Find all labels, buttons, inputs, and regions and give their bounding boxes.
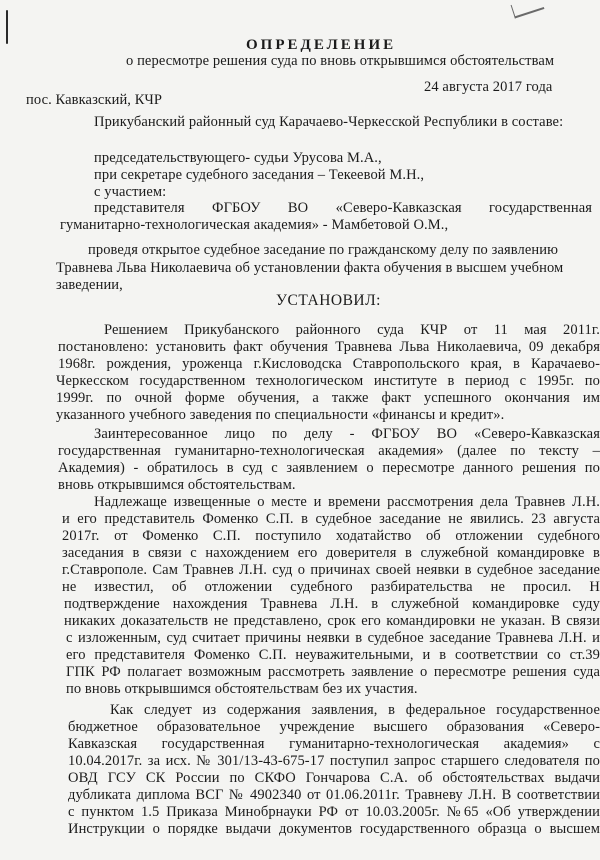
- hearing-line: Травнева Льва Николаевича об установлении факта обучения в высшем учебном: [56, 260, 564, 276]
- body-line: по вновь открывшимся обстоятельствам без их участия.: [66, 681, 418, 697]
- body-line: ОВД ГСУ СК России по СКФО Гончарова С.А. об обстоятельствах выдачи: [68, 770, 600, 786]
- body-line: с пунктом 1.5 Приказа Минобрнауки РФ от 10.03.2005г. №65 «Об утверждении: [68, 804, 600, 820]
- document-date: 24 августа 2017 года: [424, 79, 553, 95]
- body-line: 2017г. от Фоменко С.П. поступило ходатайство об отложении судебного: [62, 528, 600, 544]
- representative-line: представителя ФГБОУ ВО «Северо-Кавказская государственная: [94, 200, 592, 216]
- body-line: постановлено: установить факт обучения Травнева Льва Николаевича, 09 декабря: [58, 339, 600, 355]
- body-line: Кавказская государственная гуманитарно-технологическая академия» с: [68, 736, 600, 752]
- body-line: г.Ставрополе. Сам Травнев Л.Н. суд о причинах своей неявки в судебное заседание: [62, 562, 600, 578]
- body-line: заседания в связи с нахождением его доверителя в служебной командировке в: [62, 545, 600, 561]
- hearing-line: проведя открытое судебное заседание по гражданскому делу по заявлению: [88, 242, 559, 258]
- body-line: никаких доказательств не представлено, срок его командировки не указан. В связи: [64, 613, 600, 629]
- body-line: с изложенным, суд считает причины неявки в судебное заседание Травнева Л.Н. и: [66, 630, 600, 646]
- representative-line: гуманитарно-технологическая академия» - Мамбетовой О.М.,: [60, 217, 449, 233]
- pen-mark: [6, 10, 8, 44]
- document-place: пос. Кавказский, КЧР: [26, 92, 163, 108]
- document-title: ОПРЕДЕЛЕНИЕ: [246, 37, 397, 53]
- body-line: его представителя Фоменко С.П. неуважительными, и в соответствии со ст.39: [66, 647, 600, 663]
- body-line: Заинтересованное лицо по делу - ФГБОУ ВО «Северо-Кавказская: [94, 426, 600, 442]
- court-line: Прикубанский районный суд Карачаево-Черкесской Республики в составе:: [94, 114, 564, 130]
- body-line: 1999г. по очной форме обучения, а также факт успешного окончания им: [56, 390, 600, 406]
- body-line: Академия) - обратилось в суд с заявлением о пересмотре данного решения по: [58, 460, 600, 476]
- body-line: дубликата диплома ВСГ № 4902340 от 01.06.2011г. Травневу Л.Н. В соответствии: [68, 787, 600, 803]
- body-line: ГПК РФ полагает возможным рассмотреть заявление о пересмотре решения суда: [66, 664, 600, 680]
- hearing-line: заведении,: [56, 277, 123, 293]
- body-line: государственная гуманитарно-технологическая академия» (далее по тексту –: [58, 443, 600, 459]
- body-line: подтверждение нахождения Травнева Л.Н. в служебной командировке суду: [64, 596, 600, 612]
- scan-edge-mark: [511, 0, 545, 18]
- body-line: не известил, об отложении судебного разбирательства не просил. Н: [62, 579, 600, 595]
- composition-line: председательствующего- судьи Урусова М.А.,: [94, 150, 382, 166]
- body-line: бюджетное образовательное учреждение высшего образования «Северо-: [68, 719, 600, 735]
- body-line: 10.04.2017г. за исх. № 301/13-43-675-17 поступил запрос старшего следователя по: [68, 753, 600, 769]
- composition-line: при секретаре судебного заседания – Текеевой М.Н.,: [94, 167, 425, 183]
- body-line: Как следует из содержания заявления, в федеральное государственное: [110, 702, 600, 718]
- section-heading: УСТАНОВИЛ:: [276, 292, 381, 309]
- body-line: Надлежаще извещенные о месте и времени рассмотрения дела Травнев Л.Н.: [94, 494, 600, 510]
- body-line: 1968г. рождения, уроженца г.Кисловодска Ставропольского края, в Карачаево-: [58, 356, 600, 372]
- body-line: Решением Прикубанского районного суда КЧР от 11 мая 2011г.: [104, 322, 600, 338]
- body-line: Черкесском государственном технологическом институте в период с 1995г. по: [56, 373, 600, 389]
- body-line: указанного учебного заведения по специальности «финансы и кредит».: [56, 407, 505, 423]
- composition-line: с участием:: [94, 184, 167, 200]
- body-line: Инструкции о порядке выдачи документов государственного образца о высшем: [68, 821, 600, 837]
- body-line: вновь открывшимся обстоятельствам.: [58, 477, 296, 493]
- document-subtitle: о пересмотре решения суда по вновь открывшимся обстоятельствам: [126, 53, 555, 69]
- body-line: и его представитель Фоменко С.П. в судебное заседание не явились. 23 августа: [62, 511, 600, 527]
